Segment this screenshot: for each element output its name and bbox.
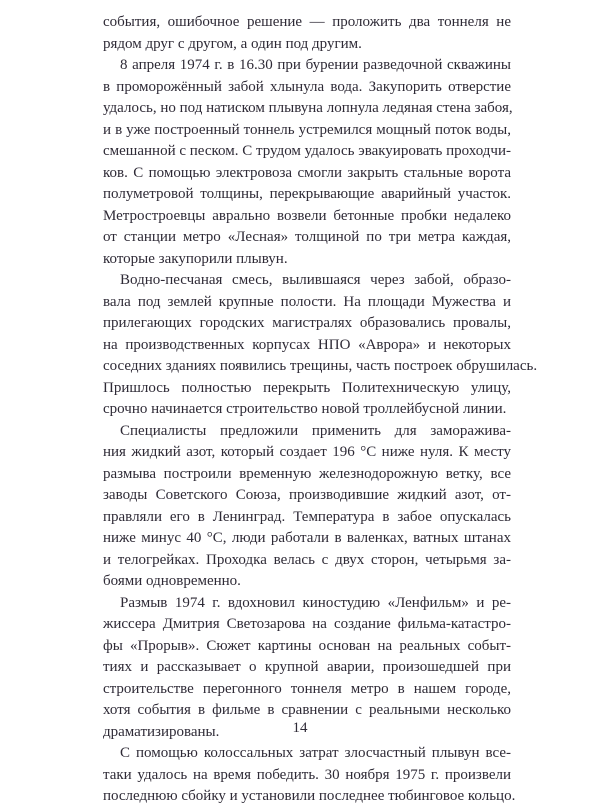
text-line: Пришлось полностью перекрыть Политехническую улицу,: [103, 379, 511, 396]
paragraph: [103, 421, 511, 593]
body-text: [103, 12, 538, 808]
text-line: Водно-песчаная смесь, вылившаяся через забой, образо-: [120, 272, 511, 288]
text-line: смешанной с песком. С трудом удалось эвакуировать проходчи-: [103, 143, 511, 159]
text-line: ков. С помощью электровоза смогли закрыть стальные ворота: [103, 164, 511, 181]
text-line: размыва построили временную железнодорожную ветку, все: [103, 465, 511, 482]
text-line: удалось, но под натиском плывуна лопнула ледяная стена забоя,: [103, 100, 513, 116]
page-body: [103, 12, 538, 808]
text-line: от станции метро «Лесная» толщиной по три метра каждая,: [103, 229, 511, 245]
text-line: вала под землей крупные полости. На площади Мужества и: [103, 293, 511, 310]
text-line: жиссера Дмитрия Светозарова на создание фильма-катастро-: [103, 616, 511, 632]
text-line: тиях и рассказывает о крупной аварии, произошедшей при: [103, 659, 511, 675]
text-line: срочно начинается строительство новой троллейбусной линии.: [103, 401, 507, 417]
page-number: 14: [292, 720, 308, 736]
text-line: прилегающих городских магистралях образовались провалы,: [103, 315, 511, 331]
text-line: ниже минус 40 °С, люди работали в валенках, ватных штанах: [103, 530, 511, 546]
text-line: и телогрейках. Проходка велась с двух сторон, четырьмя за-: [103, 551, 511, 568]
text-line: и в уже построенный тоннель устремился мощный поток воды,: [103, 121, 511, 138]
paragraph: [103, 12, 511, 55]
paragraph: [103, 743, 516, 808]
text-line: боями одновременно.: [103, 573, 241, 589]
text-line: фы «Прорыв». Сюжет картины основан на реальных событ-: [103, 637, 511, 654]
text-line: последнюю сбойку и установили последнее тюбинговое кольцо.: [103, 788, 516, 804]
text-line: заводы Советского Союза, производившие жидкий азот, от-: [103, 487, 511, 503]
text-line: хотя события в фильме в сравнении с реальными несколько: [103, 702, 511, 718]
text-line: в проморожённый забой хлынула вода. Закупорить отверстие: [103, 78, 511, 95]
text-line: которые закупорили плывун.: [103, 250, 288, 267]
text-line: Размыв 1974 г. вдохновил киностудию «Ленфильм» и ре-: [120, 594, 511, 611]
text-line: события, ошибочное решение — проложить два тоннеля не: [103, 14, 511, 30]
paragraph: [103, 270, 538, 421]
text-line: драматизированы.: [103, 723, 220, 740]
text-line: С помощью колоссальных затрат злосчастный плывун все-: [120, 745, 511, 761]
text-line: соседних зданиях появились трещины, часть построек обрушилась.: [103, 358, 538, 374]
text-line: на производственных корпусах НПО «Аврора» и некоторых: [103, 336, 511, 353]
text-line: Метростроевцы аврально возвели бетонные пробки недалеко: [103, 207, 511, 224]
text-line: правляли его в Ленинград. Температура в забое опускалась: [103, 508, 511, 525]
text-line: Специалисты предложили применить для заморажива-: [120, 422, 511, 439]
text-line: 8 апреля 1974 г. в 16.30 при бурении разведочной скважины: [120, 57, 511, 73]
text-line: полуметровой толщины, перекрывающие аварийный участок.: [103, 186, 511, 202]
paragraph: [103, 55, 511, 270]
text-line: строительстве перегонного тоннеля метро в нашем городе,: [103, 680, 511, 697]
text-line: ния жидкий азот, который создает 196 °С ниже нуля. К месту: [103, 444, 511, 460]
text-line: таки удалось на время победить. 30 ноября 1975 г. произвели: [103, 766, 511, 783]
text-line: рядом друг с другом, а один под другим.: [103, 35, 362, 52]
